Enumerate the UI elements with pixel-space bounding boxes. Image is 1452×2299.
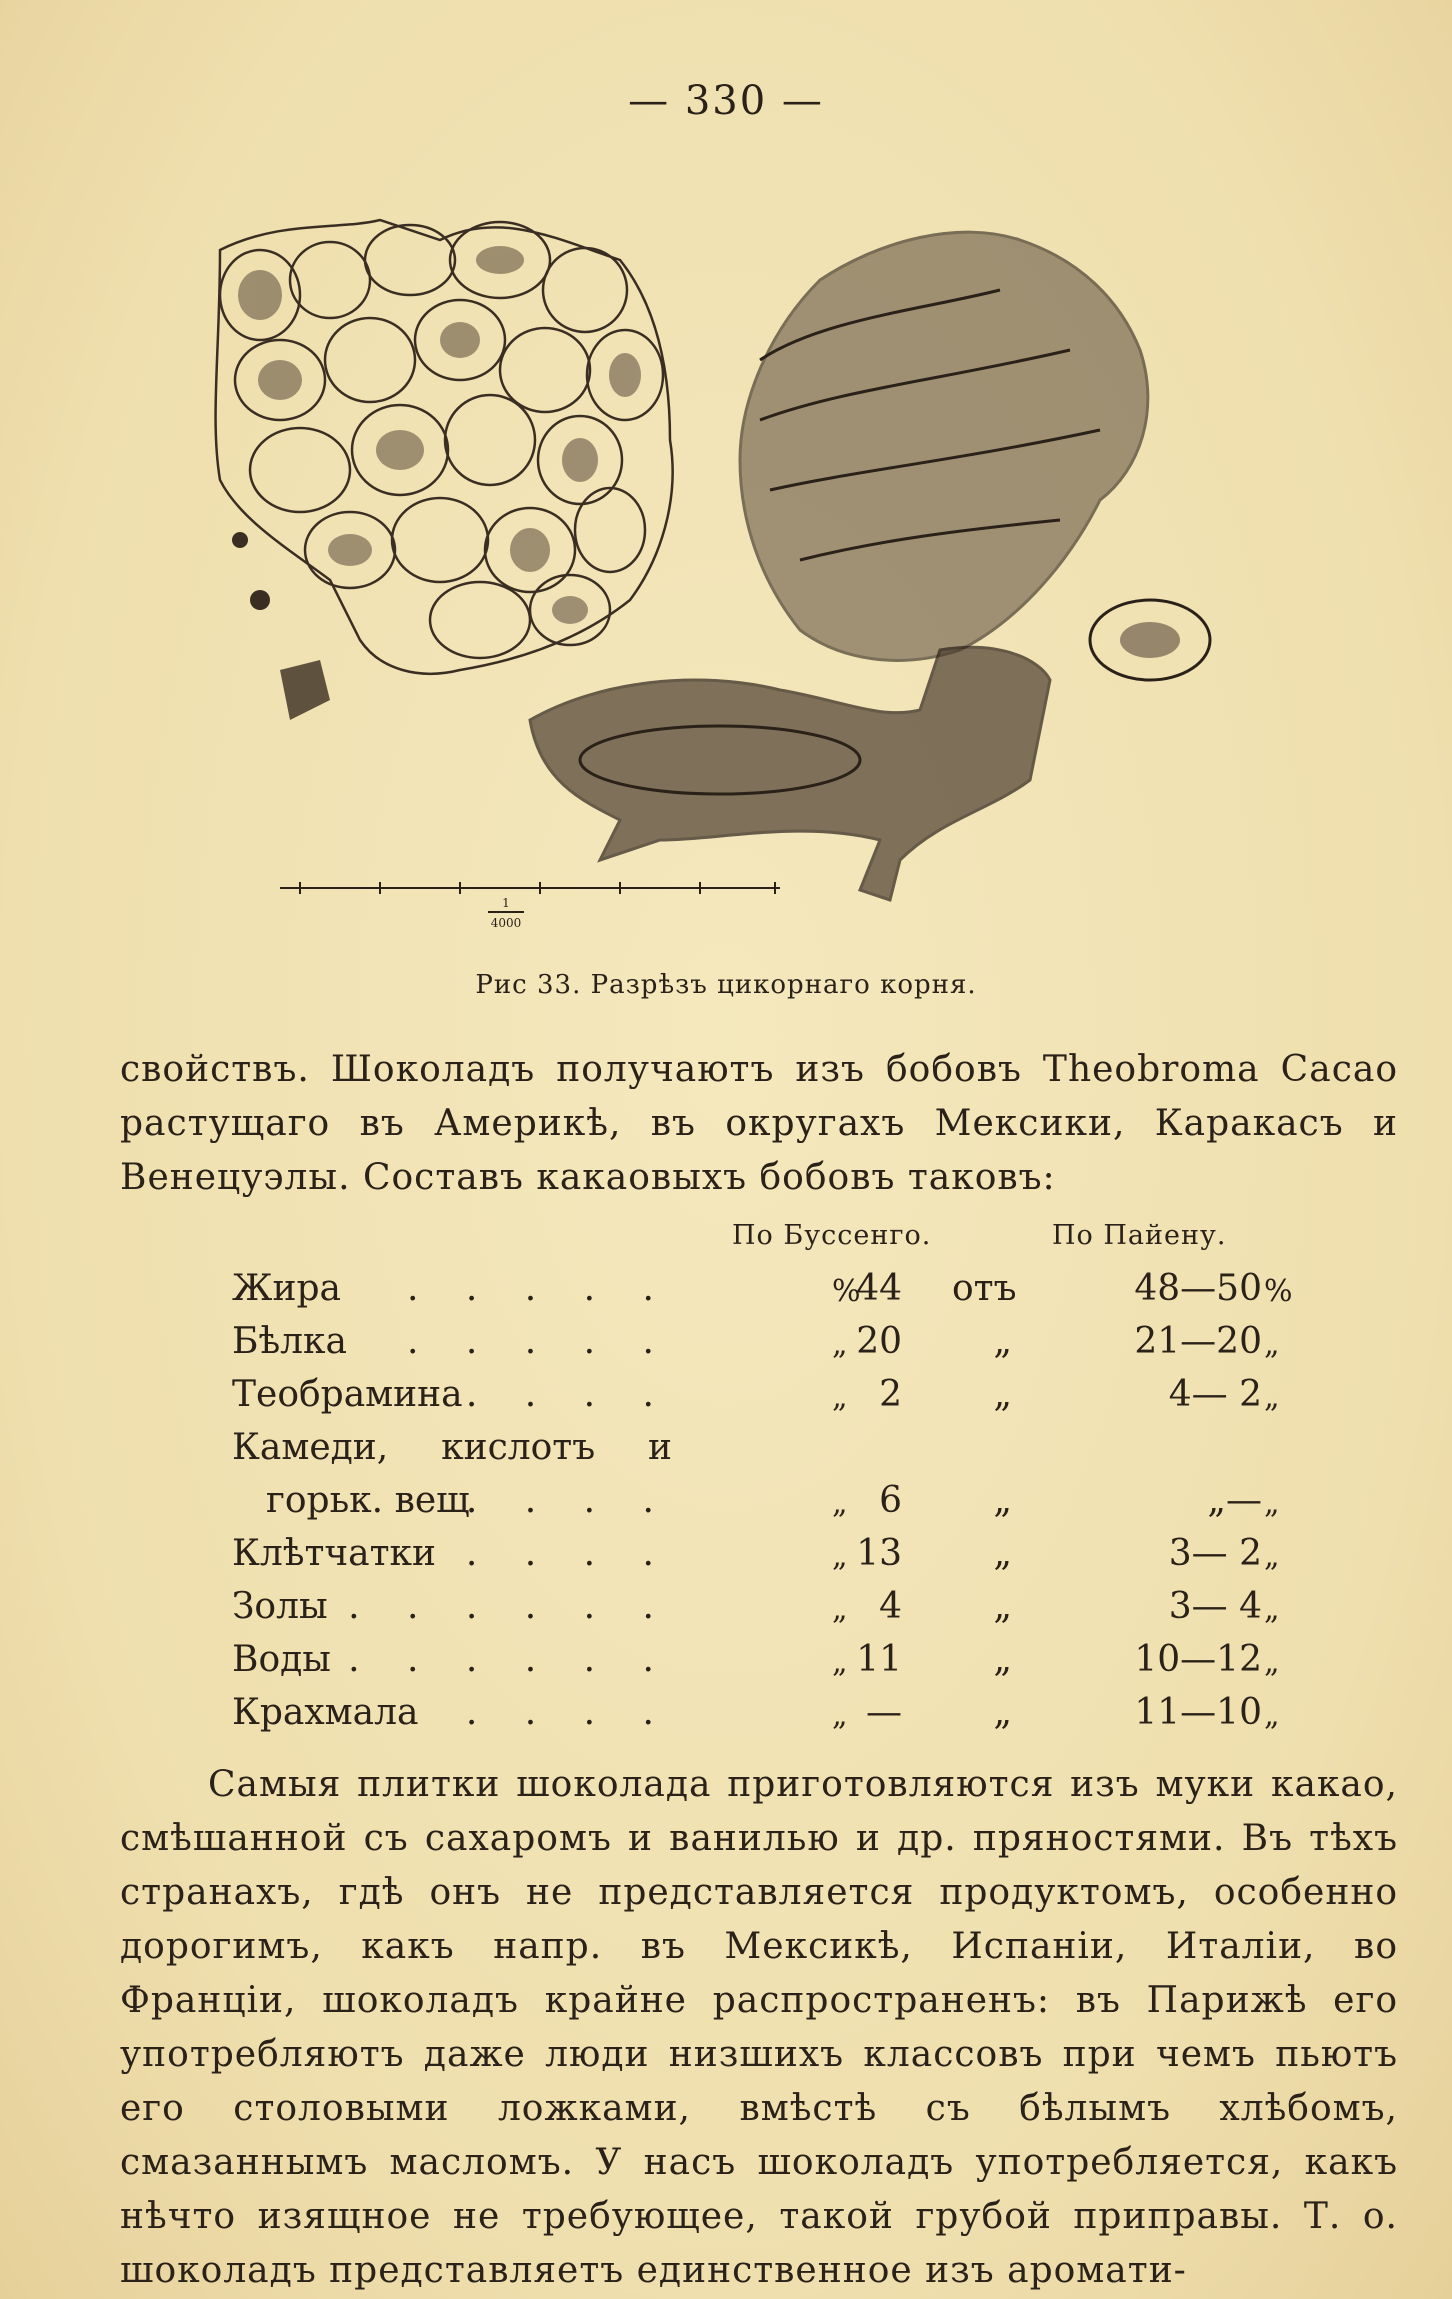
row-dots: . . . . . . (348, 1639, 672, 1680)
intro-paragraph: свойствъ. Шоколадъ получаютъ изъ бобовъ Theobroma Cacao растущаго въ Америкѣ, въ округахъ Мексики, Каракасъ и Венецуэлы. Составъ какаовыхъ бобовъ таковъ: (120, 1049, 1398, 1198)
row-name-multiline (232, 1427, 672, 1468)
row-name: Крахмала (232, 1692, 419, 1733)
loose-fragments (232, 532, 330, 720)
table-row (232, 1692, 1332, 1740)
row-name-part: Камеди, (232, 1427, 389, 1468)
unit-boussingault: % (832, 1274, 861, 1309)
value-boussingault: 20 (856, 1321, 902, 1362)
main-paragraph: Самыя плитки шоколада приготовляются изъ муки какао, смѣшанной съ сахаромъ и ванилью и др. пряностями. Въ тѣхъ странахъ, гдѣ онъ не представляется продуктомъ, особенно дорогимъ, какъ напр. въ Мексикѣ, Испаніи, Италіи, во Франціи, шоколадъ крайне распространенъ: въ Парижѣ его употребляютъ даже люди низшихъ классовъ при чемъ пьютъ его столовыми ложками, вмѣстѣ съ бѣлымъ хлѣбомъ, смазаннымъ масломъ. У насъ шоколадъ употребляется, какъ нѣчто изящное не требующее, такой грубой приправы. Т. о. шоколадъ представляетъ единственное изъ аромати- (120, 1764, 1398, 2291)
cell-tissue-left (216, 220, 673, 674)
unit-boussingault: „ (832, 1645, 848, 1680)
table-row (232, 1374, 1332, 1422)
row-name: Теобрамина (232, 1374, 463, 1415)
value-boussingault: 13 (856, 1533, 902, 1574)
value-boussingault: 6 (879, 1480, 902, 1521)
value-boussingault: 44 (856, 1268, 902, 1309)
unit-payen: % (1264, 1274, 1293, 1309)
unit-boussingault: „ (832, 1327, 848, 1362)
unit-boussingault: „ (832, 1698, 848, 1733)
unit-payen: „ (1264, 1327, 1280, 1362)
row-dots: . . . . . (407, 1321, 672, 1362)
unit-payen: „ (1264, 1539, 1280, 1574)
row-dots: . . . . (465, 1480, 672, 1521)
scale-denominator: 4000 (490, 916, 522, 930)
table-row (232, 1321, 1332, 1369)
prefix-payen: „ (993, 1692, 1012, 1733)
prefix-payen: отъ (952, 1268, 1017, 1309)
unit-payen: „ (1264, 1698, 1280, 1733)
chicory-root-section-figure (200, 200, 1340, 940)
table-row (232, 1533, 1332, 1581)
row-name: Золы (232, 1586, 328, 1627)
figure-caption: Рис 33. Разрѣзъ цикорнаго корня. (475, 970, 977, 1000)
prefix-payen: „ (993, 1374, 1012, 1415)
header-payen: По Пайену. (1052, 1220, 1227, 1251)
value-boussingault: — (866, 1692, 902, 1733)
row-dots: . . . . (465, 1533, 672, 1574)
prefix-payen: „ (993, 1586, 1012, 1627)
prefix-payen: „ (993, 1533, 1012, 1574)
row-dots: . . . . . . (348, 1586, 672, 1627)
value-boussingault: 2 (879, 1374, 902, 1415)
scale-bar (280, 882, 780, 912)
row-dots: . . . . (465, 1374, 672, 1415)
table-row (232, 1268, 1332, 1316)
scale-numerator: 1 (502, 896, 510, 910)
unit-boussingault: „ (832, 1380, 848, 1415)
table-row (232, 1427, 1332, 1475)
unit-payen: „ (1264, 1380, 1280, 1415)
header-boussingault: По Буссенго. (732, 1220, 932, 1251)
row-dots: . . . . . (407, 1268, 672, 1309)
row-name-continuation: горьк. вещ (266, 1480, 470, 1521)
unit-payen: „ (1264, 1592, 1280, 1627)
prefix-payen: „ (993, 1639, 1012, 1680)
value-boussingault: 4 (879, 1586, 902, 1627)
cork-tissue-right (740, 232, 1210, 680)
unit-payen: „ (1264, 1486, 1280, 1521)
table-row (232, 1639, 1332, 1687)
row-name: Жира (232, 1268, 341, 1309)
unit-boussingault: „ (832, 1539, 848, 1574)
row-name-part: кислотъ (441, 1427, 596, 1468)
prefix-payen: „ (993, 1480, 1012, 1521)
row-name: Воды (232, 1639, 331, 1680)
row-name-part: и (647, 1427, 672, 1468)
unit-payen: „ (1264, 1645, 1280, 1680)
value-payen: 48—50 (1134, 1268, 1262, 1309)
table-row (232, 1586, 1332, 1634)
unit-boussingault: „ (832, 1592, 848, 1627)
row-dots: . . . . (465, 1692, 672, 1733)
value-boussingault: 11 (856, 1639, 902, 1680)
unit-boussingault: „ (832, 1486, 848, 1521)
table-row (232, 1480, 1332, 1528)
row-name: Клѣтчатки (232, 1533, 437, 1574)
value-payen: „— (1207, 1480, 1262, 1521)
value-payen: 3— 2 (1168, 1533, 1262, 1574)
vascular-bundle-bottom (530, 647, 1050, 900)
row-name: Бѣлка (232, 1321, 347, 1362)
page-number: — 330 — (628, 78, 824, 124)
prefix-payen: „ (993, 1321, 1012, 1362)
value-payen: 10—12 (1134, 1639, 1262, 1680)
value-payen: 11—10 (1134, 1692, 1262, 1733)
value-payen: 3— 4 (1168, 1586, 1262, 1627)
value-payen: 4— 2 (1168, 1374, 1262, 1415)
value-payen: 21—20 (1134, 1321, 1262, 1362)
